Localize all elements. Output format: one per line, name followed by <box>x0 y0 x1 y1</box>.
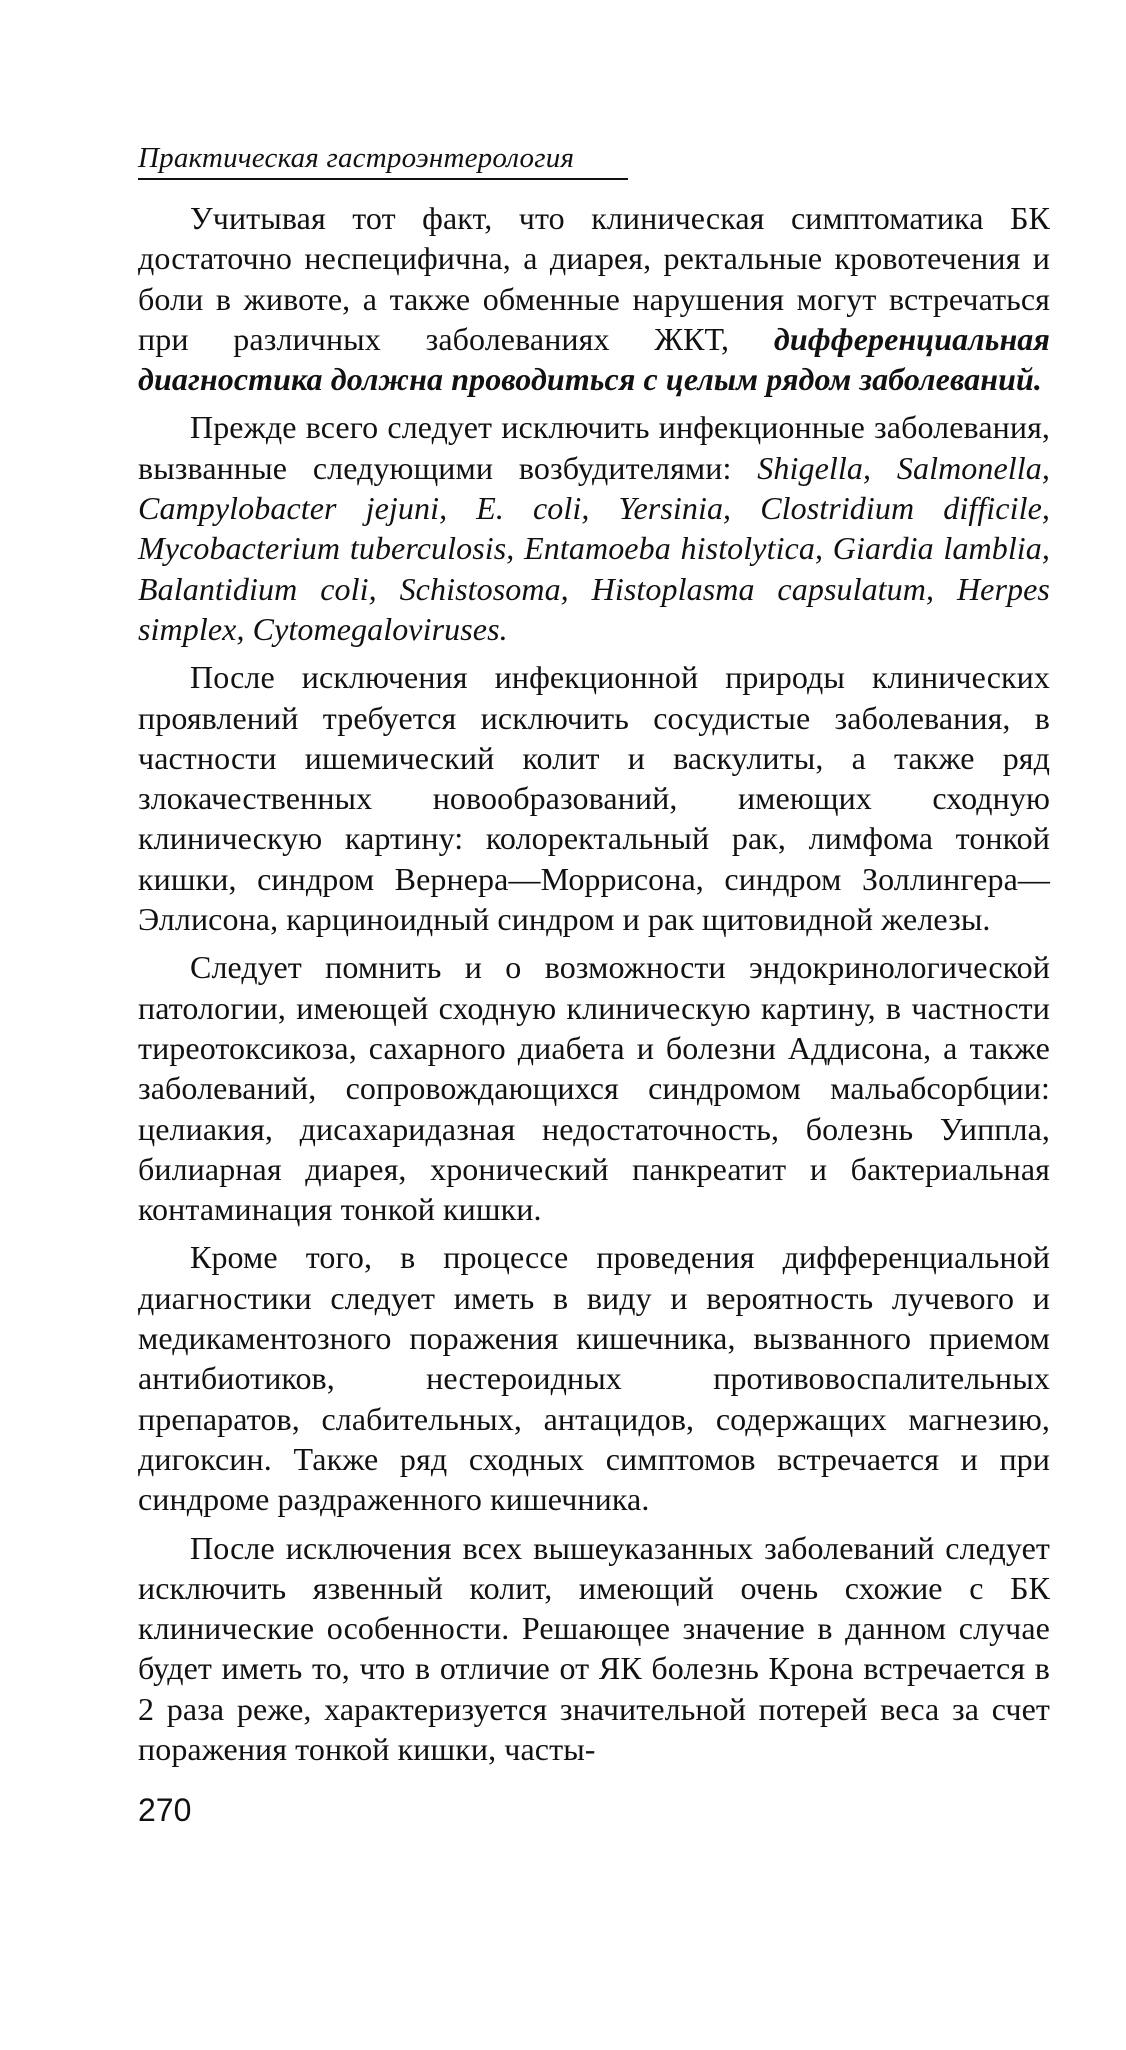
page-number: 270 <box>138 1792 192 1828</box>
paragraph-infections-text: Прежде всего следует исключить инфекционные заболевания, вызванные следующими возбудителями: <box>138 409 1050 486</box>
paragraph-vascular: После исключения инфекционной природы клинических проявлений требуется исключить сосудистые заболевания, в частности ишемический колит и васкулиты, а также ряд злокачественных новообразований, имеющих сходную клиническую картину: колоректальный рак, лимфома тонкой кишки, синдром Вернера—Моррисона, синдром Золлингера—Эллисона, карциноидный синдром и рак щитовидной железы. <box>138 659 1050 938</box>
paragraph-endocrine: Следует помнить и о возможности эндокринологической патологии, имеющей сходную клиническую картину, в частности тиреотоксикоза, сахарного диабета и болезни Аддисона, а также заболеваний, сопровождающихся синдромом мальабсорбции: целиакия, дисахаридазная недостаточность, болезнь Уиппла, билиарная диарея, хронический панкреатит и бактериальная контаминация тонкой кишки. <box>138 949 1050 1228</box>
body-text <box>138 198 1050 1769</box>
paragraph-drug-induced: Кроме того, в процессе проведения дифференциальной диагностики следует иметь в виду и вероятность лучевого и медикаментозного поражения кишечника, вызванного приемом антибиотиков, нестероидных противовоспалительных препаратов, слабительных, антацидов, содержащих магнезию, дигоксин. Также ряд сходных симптомов встречается и при синдроме раздраженного кишечника. <box>138 1239 1050 1518</box>
paragraph-ulcerative-colitis: После исключения всех вышеуказанных заболеваний следует исключить язвенный колит, имеющий очень схожие с БК клинические особенности. Решающее значение в данном случае будет иметь то, что в отличие от ЯК болезнь Крона встречается в 2 раза реже, характеризуется значительной потерей веса за счет поражения тонкой кишки, часты- <box>138 1529 1050 1767</box>
running-header: Практическая гастроэнтерология <box>138 140 628 180</box>
paragraph-intro-text: Учитывая тот факт, что клиническая симптоматика БК достаточно неспецифична, а диарея, ректальные кровотечения и боли в животе, а также обменные нарушения могут встречаться при различных заболеваниях ЖКТ, <box>138 200 1050 357</box>
book-page <box>138 140 1050 1777</box>
paragraph-intro <box>138 198 1050 399</box>
paragraph-infections <box>138 407 1050 649</box>
paragraph-intro-emphasis: дифференциальная диагностика должна проводиться с целым рядом заболеваний. <box>138 320 1050 398</box>
pathogen-list: Shigella, Salmonella, Campylobacter jejuni, E. coli, Yersinia, Clostridium difficile, Mycobacterium tuberculosis, Entamoeba histolytica, Giardia lamblia, Balantidium coli, Schistosoma, Histoplasma capsulatum, Herpes simplex, Cytomegaloviruses. <box>138 449 1050 647</box>
